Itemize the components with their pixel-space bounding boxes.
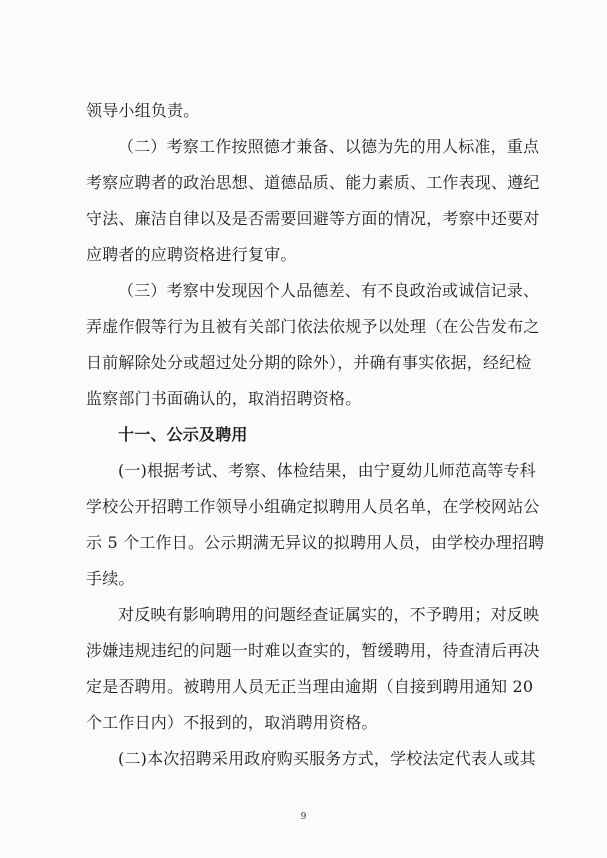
paragraph-line: 学校公开招聘工作领导小组确定拟聘用人员名单，在学校网站公 — [86, 497, 540, 516]
page-number: 9 — [300, 812, 307, 822]
paragraph-line: 涉嫌违规违纪的问题一时难以查实的，暂缓聘用，待查清后再决 — [86, 641, 540, 660]
paragraph-line: 定是否聘用。被聘用人员无正当理由逾期（自接到聘用通知 20 — [86, 677, 534, 696]
paragraph-line: 手续。 — [86, 569, 135, 588]
paragraph-line: (一)根据考试、考察、体检结果，由宁夏幼儿师范高等专科 — [118, 461, 536, 480]
paragraph-line: 日前解除处分或超过处分期的除外），并确有事实依据，经纪检 — [86, 353, 532, 372]
paragraph-line: 考察应聘者的政治思想、道德品质、能力素质、工作表现、遵纪 — [86, 173, 540, 192]
paragraph-line: (二)本次招聘采用政府购买服务方式，学校法定代表人或其 — [118, 749, 536, 768]
paragraph-line: （三）考察中发现因个人品德差、有不良政治或诚信记录、 — [118, 281, 540, 300]
paragraph-line: 对反映有影响聘用的问题经查证属实的，不予聘用；对反映 — [118, 605, 540, 624]
paragraph-line: 应聘者的应聘资格进行复审。 — [86, 245, 297, 264]
section-heading: 十一、公示及聘用 — [118, 425, 248, 444]
paragraph-line: （二）考察工作按照德才兼备、以德为先的用人标准，重点 — [118, 137, 540, 156]
paragraph-line: 个工作日内）不报到的，取消聘用资格。 — [86, 713, 378, 732]
paragraph-line: 示 5 个工作日。公示期满无异议的拟聘用人员，由学校办理招聘 — [86, 533, 545, 552]
paragraph-line: 守法、廉洁自律以及是否需要回避等方面的情况，考察中还要对 — [86, 209, 540, 228]
paragraph-line: 领导小组负责。 — [86, 101, 200, 120]
paragraph-line: 监察部门书面确认的，取消招聘资格。 — [86, 389, 362, 408]
paragraph-line: 弄虚作假等行为且被有关部门依法依规予以处理（在公告发布之 — [86, 317, 540, 336]
